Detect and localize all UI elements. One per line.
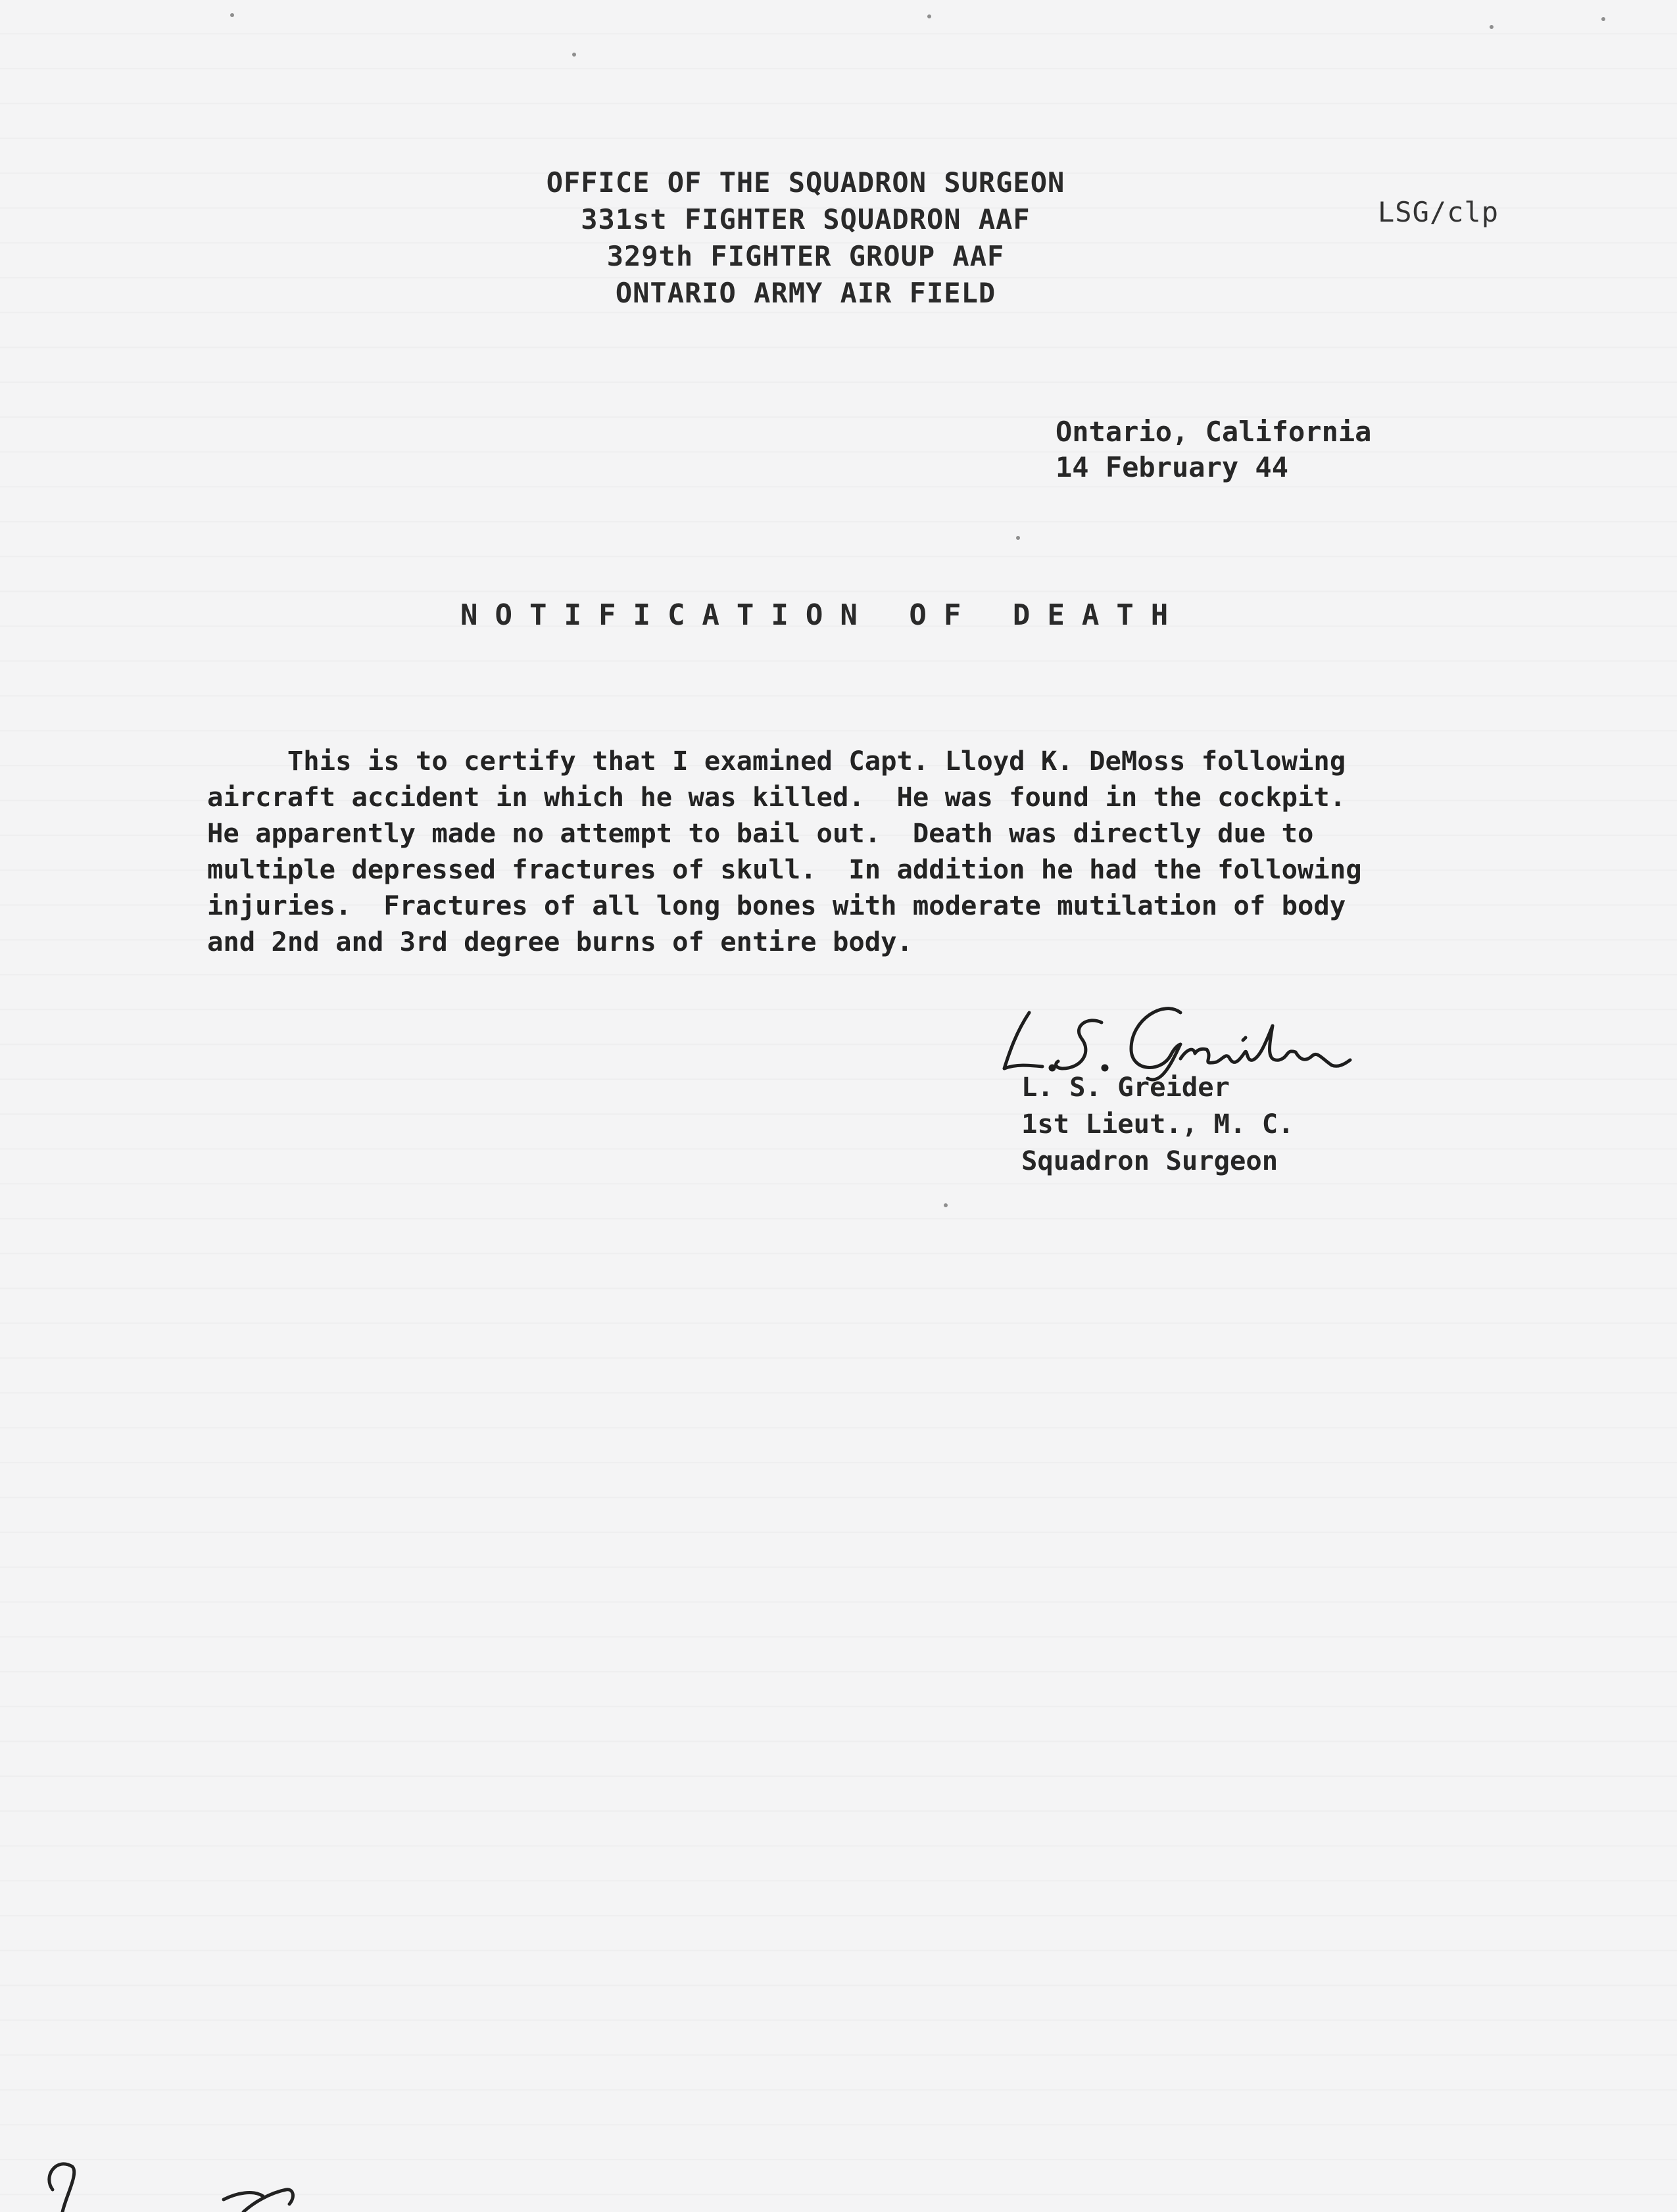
letterhead (460, 164, 1151, 312)
body-line: multiple depressed fractures of skull. In addition he had the following (207, 854, 1362, 885)
scan-speck (230, 13, 234, 17)
place-date-block (1056, 414, 1371, 485)
scan-speck (1490, 25, 1494, 29)
scan-speck (572, 53, 576, 57)
scan-speck (944, 1203, 948, 1207)
scan-speck (1016, 536, 1020, 540)
body-line: injuries. Fractures of all long bones with moderate mutilation of body (207, 890, 1346, 921)
letterhead-office: OFFICE OF THE SQUADRON SURGEON (546, 166, 1065, 199)
signer-title: Squadron Surgeon (1021, 1145, 1278, 1176)
letterhead-squadron: 331st FIGHTER SQUADRON AAF (581, 203, 1031, 235)
certification-body (207, 743, 1522, 960)
body-line: He apparently made no attempt to bail out. Death was directly due to (207, 817, 1314, 849)
scan-speck (1601, 17, 1605, 21)
body-line: This is to certify that I examined Capt. Lloyd K. DeMoss following (207, 745, 1346, 777)
body-line: and 2nd and 3rd degree burns of entire body. (207, 926, 913, 957)
margin-handwriting (26, 2150, 303, 2212)
body-line: aircraft accident in which he was killed. He was found in the cockpit. (207, 781, 1346, 813)
scan-speck (927, 14, 931, 18)
date-line: 14 February 44 (1056, 451, 1289, 483)
document-title: NOTIFICATION OF DEATH (460, 598, 1186, 632)
signer-rank: 1st Lieut., M. C. (1021, 1108, 1294, 1140)
letterhead-airfield: ONTARIO ARMY AIR FIELD (615, 277, 996, 309)
letterhead-group: 329th FIGHTER GROUP AAF (606, 240, 1005, 272)
signature-block (1021, 1069, 1294, 1179)
signer-name: L. S. Greider (1021, 1071, 1230, 1103)
place-line: Ontario, California (1056, 416, 1372, 448)
reference-code: LSG/clp (1378, 196, 1499, 228)
